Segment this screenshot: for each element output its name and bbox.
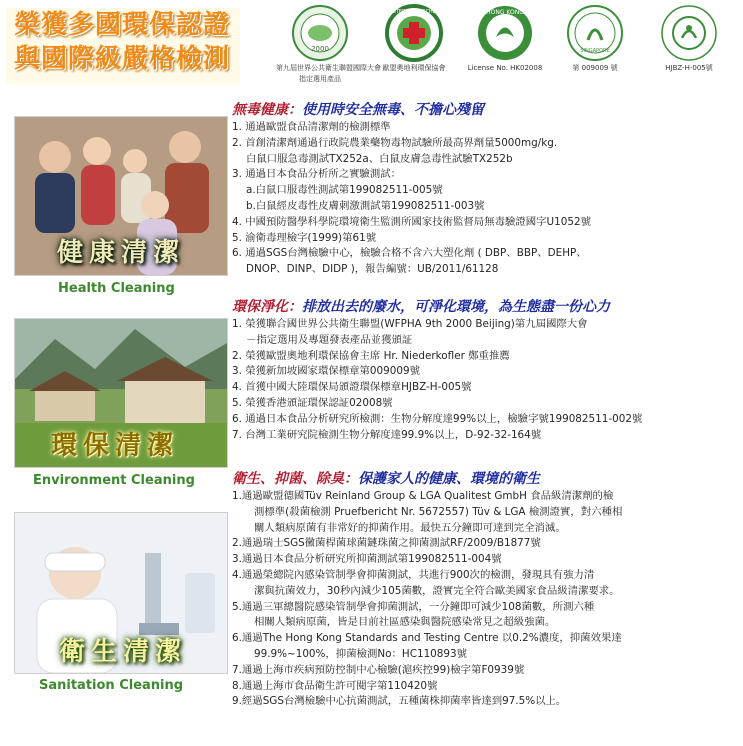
cert-china-caption: HJBZ-H-005號 xyxy=(665,64,713,72)
cert-china xyxy=(644,4,734,73)
env-item: 4. 首獲中國大陸環保局頒證環保標章HJBZ-H-005號 xyxy=(232,381,472,394)
header-title-box xyxy=(6,8,240,84)
section-health xyxy=(232,100,738,278)
san-item: 1.通過歐盟德國Tüv Reinland Group & LGA Qualitest GmbH 食品級清潔劑的檢 xyxy=(232,490,614,502)
china-environmental-label-icon xyxy=(660,4,718,62)
cert-austria xyxy=(374,4,454,73)
san-item: 99.9%~100%，抑菌檢測No：HC110893號 xyxy=(254,647,468,660)
env-item: －指定選用及專題發表產品並獲頒証 xyxy=(246,333,413,346)
section-san-heading-red: 衛生、抑菌、除臭： xyxy=(232,471,358,487)
section-san-heading-blue: 保護家人的健康、環境的衛生 xyxy=(358,471,540,487)
wfpha-seal-icon xyxy=(291,4,349,62)
health-photo-panel xyxy=(14,116,228,276)
cert-wfpha-caption: 第九屆世界公共衛生聯盟國際大會 xyxy=(276,64,381,72)
environment-caption: Environment Cleaning xyxy=(33,473,195,488)
cert-austria-caption: 歐盟奧地利環保協會 xyxy=(382,64,446,72)
health-item: 4. 中國預防醫學科學院環境衛生監測所國家技術監督局無毒驗證國字U1052號 xyxy=(232,215,591,228)
health-item: 5. 渝衛毒理檢字(1999)第61號 xyxy=(232,231,377,244)
san-item: 測標準(殺菌檢測 Pruefbericht Nr. 5672557) Tüv & LGA 檢測證實，對六種相 xyxy=(254,505,623,518)
env-item: 2. 榮獲歐盟奧地利環保協會主席 Hr. Niederkofler 鄭重推薦 xyxy=(232,349,510,362)
san-item: 7.通過上海市疾病預防控制中心檢驗(滬疾控99)檢字第F0939號 xyxy=(232,663,525,676)
hongkong-green-label-icon xyxy=(476,4,534,62)
section-sanitation xyxy=(232,469,738,710)
san-item: 4.通過榮總院內感染管制學會抑菌測試，共進行900次的檢測，發現具有強力清 xyxy=(232,568,595,581)
section-health-heading-blue: 使用時安全無毒、不擔心殘留 xyxy=(302,102,484,118)
environment-photo-panel xyxy=(14,318,228,468)
health-caption: Health Cleaning xyxy=(58,281,175,296)
env-item: 6. 通過日本食品分析研究所檢測：生物分解度達99%以上，檢驗字號199082511-002號 xyxy=(232,412,643,425)
cert-wfpha-caption2: 指定選用產品 xyxy=(299,75,341,83)
health-item: 白鼠口服急毒測試TX252a、白鼠皮膚急毒性試驗TX252b xyxy=(246,152,513,165)
svg-text:2000: 2000 xyxy=(311,45,329,53)
san-item: 8.通過上海市食品衛生許可閱字第110420號 xyxy=(232,679,438,692)
sanitation-overlay-title: 衛生清潔 xyxy=(59,637,188,667)
cert-hongkong-caption: License No. HK02008 xyxy=(467,64,543,72)
san-item: 5.通過三軍總醫院感染管制學會抑菌測試，一分鐘即可減少108菌數，所測六種 xyxy=(232,600,595,613)
san-item: 3.通過日本食品分析研究所抑菌測試第199082511-004號 xyxy=(232,553,502,566)
svg-text:HONG KONG: HONG KONG xyxy=(486,9,524,16)
section-env-heading-red: 環保淨化： xyxy=(232,299,302,315)
header-title-line2: 與國際級嚴格檢測 xyxy=(14,44,231,74)
certification-logos xyxy=(276,4,738,96)
san-item: 2.通過瑞士SGS黴菌桿菌球菌鏈珠菌之抑菌測試RF/2009/B1877號 xyxy=(232,537,541,550)
cert-singapore xyxy=(554,4,636,73)
health-item: DNOP、DINP、DIDP )，報告編號：UB/2011/61128 xyxy=(246,263,499,276)
env-item: 7. 台灣工業研究院檢測生物分解度達99.9%以上，D-92-32-164號 xyxy=(232,428,542,441)
health-item: b.白鼠經皮毒性皮膚刺激測試第199082511-003號 xyxy=(246,199,485,212)
section-env-heading-blue: 排放出去的廢水，可淨化環境，為生態盡一份心力 xyxy=(302,299,610,315)
environment-overlay-title: 環保清潔 xyxy=(51,431,180,461)
austria-eco-seal-icon xyxy=(385,4,443,62)
env-item: 1. 榮獲聯合國世界公共衛生聯盟(WFPHA 9th 2000 Beijing)第九屆國際大會 xyxy=(232,318,588,330)
cert-wfpha xyxy=(276,4,381,84)
sanitation-caption: Sanitation Cleaning xyxy=(39,678,184,693)
singapore-green-label-icon xyxy=(566,4,624,62)
section-san-heading xyxy=(232,469,738,489)
svg-text:ÖSTERREICHISCHER: ÖSTERREICHISCHER xyxy=(388,9,440,15)
health-item: 6. 通過SGS台灣檢驗中心，檢驗合格不含六大塑化劑 ( DBP、BBP、DEHP、 xyxy=(232,247,587,260)
section-env-heading xyxy=(232,297,738,317)
san-item: 關人類病原菌有非常好的抑菌作用。最快五分鐘即可達到完全消滅。 xyxy=(254,521,566,534)
section-health-heading-red: 無毒健康： xyxy=(232,102,302,118)
san-item: 潔與抗菌效力，30秒內減少105菌數，證實完全符合歐美國家食品級清潔要求。 xyxy=(254,584,620,597)
health-overlay-title: 健康清潔 xyxy=(57,238,186,268)
header-title-line1: 榮獲多國環保認證 xyxy=(14,10,231,40)
san-item: 6.通過The Hong Kong Standards and Testing Centre 以0.2%濃度，抑菌效果達 xyxy=(232,632,622,645)
health-item: 3. 通過日本食品分析所之實驗測試： xyxy=(232,168,402,181)
env-item: 5. 榮獲香港頒証環保認証02008號 xyxy=(232,396,393,409)
svg-text:SINGAPORE: SINGAPORE xyxy=(580,48,610,54)
san-item: 9.經過SGS台灣檢驗中心抗菌測試，五種菌株抑菌率皆達到97.5%以上。 xyxy=(232,695,567,708)
cert-singapore-caption: 第 009009 號 xyxy=(572,64,618,72)
section-health-heading xyxy=(232,100,738,120)
san-item: 相關人類病原菌，皆是目前社區感染與醫院感染常見之超級強菌。 xyxy=(254,616,556,629)
health-item: a.白鼠口服毒性測試第199082511-005號 xyxy=(246,184,443,197)
cert-hongkong xyxy=(464,4,546,73)
health-item: 1. 通過歐盟食品清潔劑的檢測標準 xyxy=(232,121,391,133)
health-item: 2. 首創清潔劑通過行政院農業藥物毒物試驗所最高界劑量5000mg/kg. xyxy=(232,136,558,149)
sanitation-photo-panel xyxy=(14,512,228,674)
section-environment xyxy=(232,297,738,443)
env-item: 3. 榮獲新加坡國家環保標章第009009號 xyxy=(232,365,420,378)
